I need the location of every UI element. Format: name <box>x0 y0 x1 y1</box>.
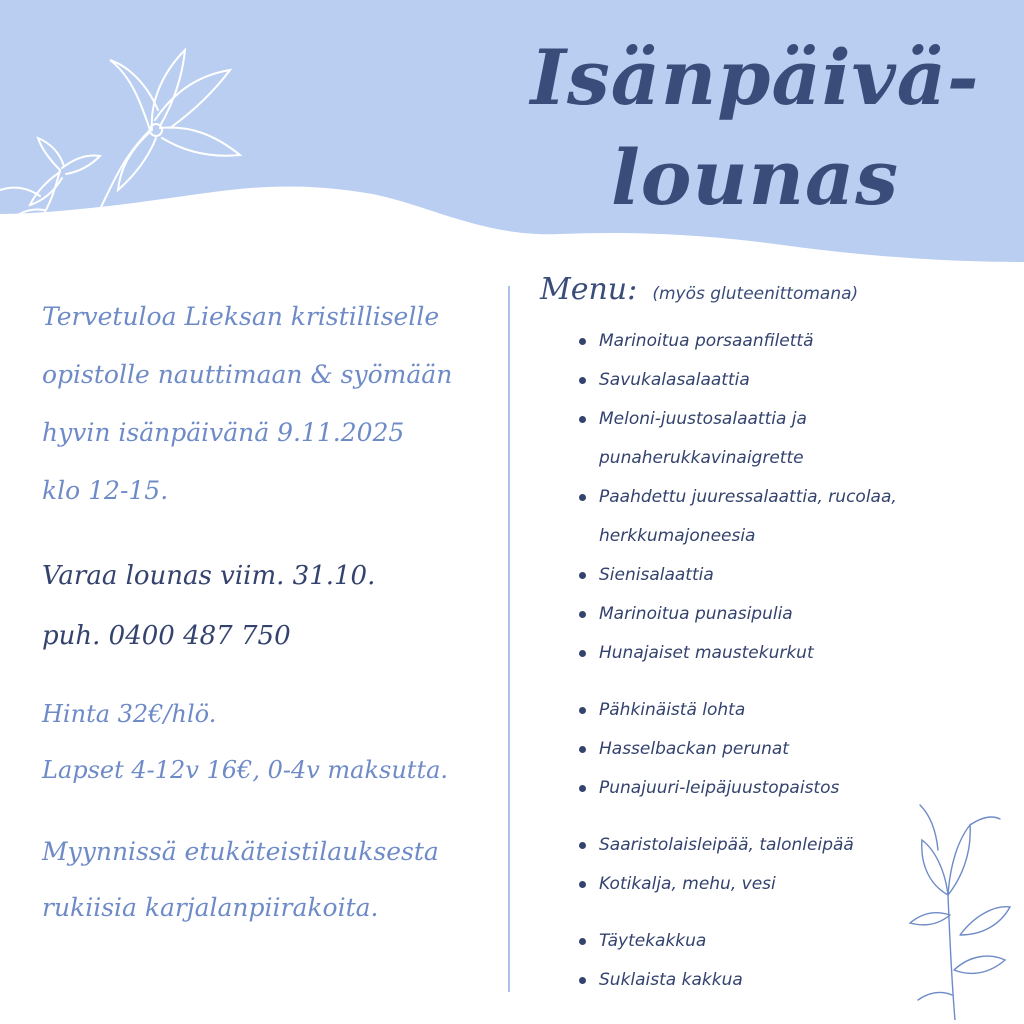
menu-item: Meloni-juustosalaattia ja punaherukkavinaigrette <box>575 400 915 478</box>
welcome-line: Tervetuloa Lieksan kristilliselle <box>42 302 440 331</box>
menu-gluten-free-note: (myös gluteenittomana) <box>652 284 859 304</box>
menu-item: Punajuuri-leipäjuustopaistos <box>575 769 915 808</box>
sale-line: rukiisia karjalanpiirakoita. <box>42 893 379 922</box>
menu-item: Sienisalaattia <box>575 556 915 595</box>
menu-item: Saaristolaisleipää, talonleipää <box>575 826 915 865</box>
title-line-1: Isänpäivä- <box>530 33 980 122</box>
price-text <box>42 686 497 798</box>
menu-item: Suklaista kakkua <box>575 961 915 1000</box>
menu-heading <box>540 272 858 307</box>
menu-item: Marinoitua punasipulia <box>575 595 915 634</box>
reservation-text <box>42 546 497 666</box>
info-column <box>42 288 497 922</box>
price-line: Lapset 4-12v 16€, 0-4v maksutta. <box>42 756 449 784</box>
welcome-text <box>42 288 497 520</box>
menu-list <box>575 322 915 1000</box>
sale-line: Myynnissä etukäteistilauksesta <box>42 837 439 866</box>
page-title <box>520 28 990 228</box>
price-line: Hinta 32€/hlö. <box>42 700 217 728</box>
calla-lily-illustration <box>900 795 1015 1020</box>
welcome-line: klo 12-15. <box>42 476 169 505</box>
menu-item: Savukalasalaattia <box>575 361 915 400</box>
reservation-phone: puh. 0400 487 750 <box>42 621 291 651</box>
welcome-line: opistolle nauttimaan & syömään <box>42 360 453 389</box>
menu-item: Kotikalja, mehu, vesi <box>575 865 915 904</box>
menu-item: Hunajaiset maustekurkut <box>575 634 915 673</box>
menu-item: Marinoitua porsaanfilettä <box>575 322 915 361</box>
sale-text <box>42 824 497 936</box>
title-line-2: lounas <box>610 133 900 222</box>
menu-item: Pähkinäistä lohta <box>575 691 915 730</box>
lily-flower-illustration <box>0 20 260 250</box>
menu-item: Täytekakkua <box>575 922 915 961</box>
menu-item: Paahdettu juuressalaattia, rucolaa, herkkumajoneesia <box>575 478 915 556</box>
menu-item: Hasselbackan perunat <box>575 730 915 769</box>
column-divider <box>508 286 510 992</box>
welcome-line: hyvin isänpäivänä 9.11.2025 <box>42 418 405 447</box>
menu-title: Menu: <box>540 272 638 307</box>
reservation-line: Varaa lounas viim. 31.10. <box>42 561 376 591</box>
